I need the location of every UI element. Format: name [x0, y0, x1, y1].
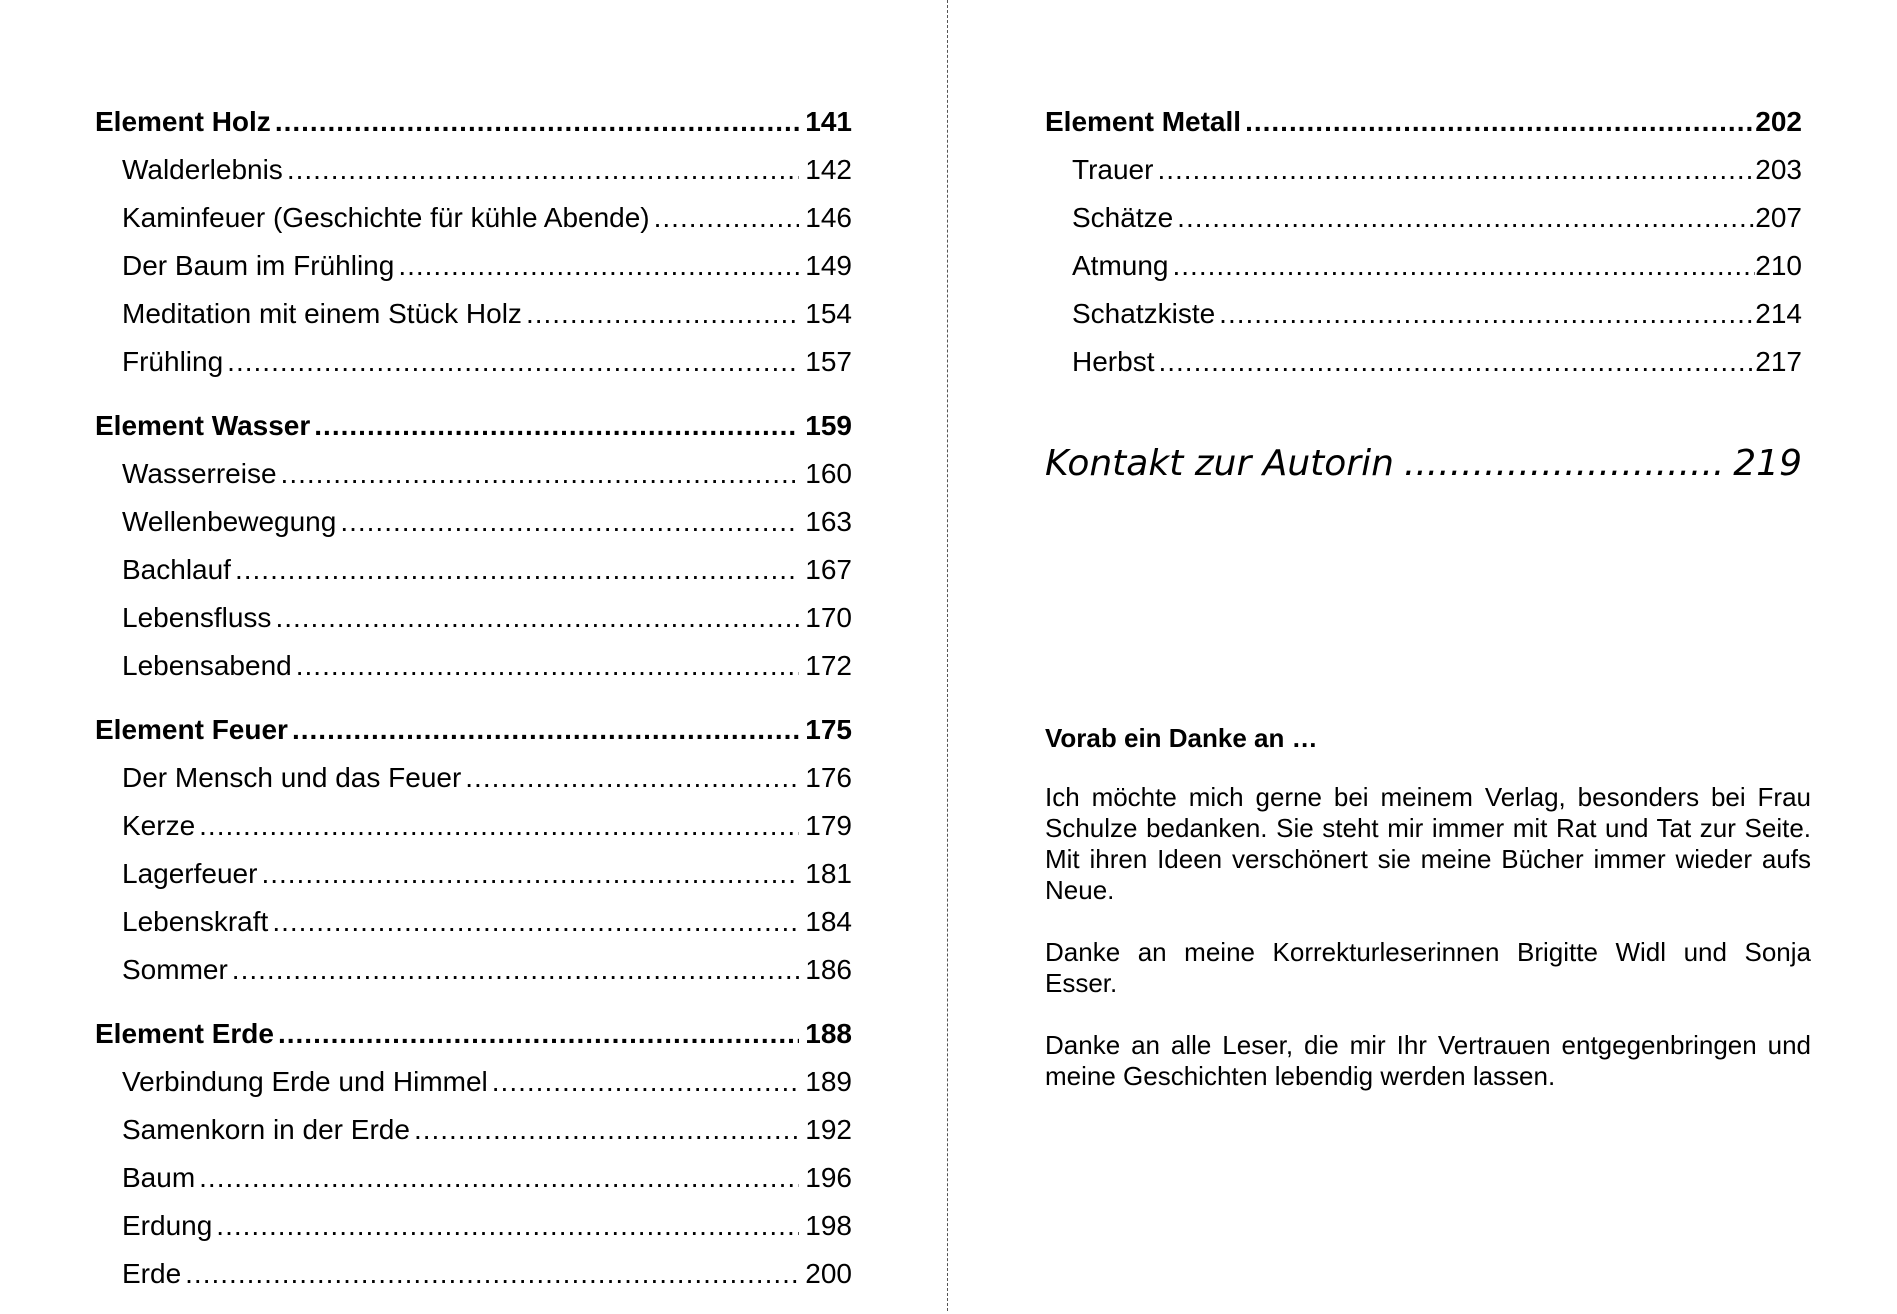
toc-leader-dots [526, 290, 799, 338]
toc-entry-page: 163 [805, 506, 852, 537]
toc-leader-dots [232, 946, 799, 994]
toc-section-holz [95, 98, 852, 386]
toc-entry[interactable] [95, 898, 852, 946]
toc-chapter-title: Element Metall [1045, 106, 1242, 137]
toc-chapter-page: 188 [805, 1018, 852, 1049]
toc-entry-title: Wellenbewegung [122, 506, 337, 537]
toc-chapter-page: 159 [805, 410, 852, 441]
acknowledgements [1045, 722, 1811, 1123]
toc-entry-title: Atmung [1072, 250, 1169, 281]
toc-entry-title: Samenkorn in der Erde [122, 1114, 410, 1145]
toc-entry-page: 154 [805, 298, 852, 329]
toc-entry-title: Walderlebnis [122, 154, 283, 185]
toc-chapter-page: 202 [1755, 106, 1802, 137]
toc-entry[interactable] [1045, 290, 1802, 338]
toc-leader-dots [340, 498, 799, 546]
right-page [950, 0, 1897, 1311]
toc-entry[interactable] [95, 194, 852, 242]
acknowledgements-paragraph: Ich möchte mich gerne bei meinem Verlag, besonders bei Frau Schulze bedanken. Sie steht mir immer mit Rat und Tat zur Seite. Mit ihren Ideen verschönert sie meine Bücher immer wieder aufs Neue. [1045, 782, 1811, 905]
table-of-contents-left [95, 98, 852, 1314]
toc-leader-dots [314, 402, 799, 450]
toc-leader-dots [275, 98, 799, 146]
toc-entry-title: Baum [122, 1162, 196, 1193]
toc-entry-page: 207 [1755, 202, 1802, 233]
toc-section-feuer [95, 706, 852, 994]
toc-leader-dots [1404, 440, 1723, 488]
toc-leader-dots [654, 194, 800, 242]
toc-leader-dots [465, 754, 799, 802]
toc-entry-title: Lebenskraft [122, 906, 269, 937]
page-fold-divider [947, 0, 948, 1311]
toc-entry[interactable] [95, 1202, 852, 1250]
toc-leader-dots [235, 546, 799, 594]
acknowledgements-heading: Vorab ein Danke an … [1045, 723, 1318, 753]
toc-leader-dots [278, 1010, 799, 1058]
toc-entry[interactable] [95, 1106, 852, 1154]
toc-entry[interactable] [1045, 194, 1802, 242]
toc-leader-dots [272, 898, 799, 946]
toc-leader-dots [185, 1250, 799, 1298]
kontakt-title: Kontakt zur Autorin [1045, 443, 1394, 484]
toc-entry[interactable] [95, 546, 852, 594]
toc-chapter[interactable] [95, 706, 852, 754]
toc-leader-dots [275, 594, 799, 642]
toc-leader-dots [216, 1202, 799, 1250]
toc-leader-dots [1158, 338, 1755, 386]
toc-entry[interactable] [95, 754, 852, 802]
toc-leader-dots [1157, 146, 1755, 194]
toc-entry-page: 181 [805, 858, 852, 889]
toc-entry-page: 146 [805, 202, 852, 233]
toc-entry-page: 214 [1755, 298, 1802, 329]
toc-entry-page: 196 [805, 1162, 852, 1193]
left-page [0, 0, 947, 1311]
toc-entry[interactable] [95, 642, 852, 690]
toc-entry-page: 192 [805, 1114, 852, 1145]
toc-kontakt-entry[interactable] [1045, 440, 1802, 488]
toc-entry[interactable] [95, 290, 852, 338]
toc-chapter-title: Element Feuer [95, 714, 288, 745]
toc-leader-dots [296, 642, 800, 690]
acknowledgements-paragraph: Danke an alle Leser, die mir Ihr Vertrauen entgegenbringen und meine Geschichten lebendig werden lassen. [1045, 1030, 1811, 1091]
toc-chapter-title: Element Wasser [95, 410, 311, 441]
toc-leader-dots [1245, 98, 1755, 146]
toc-entry-page: 217 [1755, 346, 1802, 377]
toc-entry-title: Kerze [122, 810, 196, 841]
kontakt-page: 219 [1733, 443, 1802, 484]
toc-leader-dots [1219, 290, 1755, 338]
toc-entry-page: 200 [805, 1258, 852, 1289]
toc-entry-title: Kaminfeuer (Geschichte für kühle Abende) [122, 202, 650, 233]
toc-chapter-title: Element Holz [95, 106, 271, 137]
toc-entry[interactable] [95, 146, 852, 194]
toc-chapter[interactable] [95, 98, 852, 146]
toc-chapter-page: 175 [805, 714, 852, 745]
toc-section-erde [95, 1010, 852, 1298]
toc-entry-title: Bachlauf [122, 554, 231, 585]
toc-entry-page: 157 [805, 346, 852, 377]
toc-entry[interactable] [95, 1154, 852, 1202]
toc-entry-title: Sommer [122, 954, 228, 985]
toc-leader-dots [1177, 194, 1755, 242]
toc-chapter-page: 141 [805, 106, 852, 137]
toc-chapter[interactable] [1045, 98, 1802, 146]
toc-entry-page: 184 [805, 906, 852, 937]
toc-entry[interactable] [95, 338, 852, 386]
toc-entry-page: 210 [1755, 250, 1802, 281]
toc-entry-title: Frühling [122, 346, 224, 377]
toc-entry-title: Meditation mit einem Stück Holz [122, 298, 522, 329]
toc-chapter[interactable] [95, 1010, 852, 1058]
toc-leader-dots [492, 1058, 800, 1106]
toc-leader-dots [227, 338, 799, 386]
toc-entry-page: 203 [1755, 154, 1802, 185]
toc-entry-title: Schatzkiste [1072, 298, 1216, 329]
toc-entry[interactable] [95, 594, 852, 642]
toc-entry-title: Lebensabend [122, 650, 292, 681]
toc-entry-page: 170 [805, 602, 852, 633]
toc-entry[interactable] [95, 1058, 852, 1106]
toc-entry-title: Herbst [1072, 346, 1155, 377]
toc-leader-dots [199, 1154, 799, 1202]
toc-entry-page: 142 [805, 154, 852, 185]
toc-entry-title: Der Mensch und das Feuer [122, 762, 462, 793]
toc-entry[interactable] [1045, 338, 1802, 386]
toc-entry[interactable] [95, 802, 852, 850]
toc-entry-title: Schätze [1072, 202, 1174, 233]
toc-entry-page: 149 [805, 250, 852, 281]
toc-entry[interactable] [95, 946, 852, 994]
toc-entry-page: 198 [805, 1210, 852, 1241]
toc-entry-title: Wasserreise [122, 458, 277, 489]
toc-leader-dots [261, 850, 799, 898]
toc-entry[interactable] [1045, 146, 1802, 194]
toc-entry-page: 172 [805, 650, 852, 681]
toc-entry-title: Lebensfluss [122, 602, 272, 633]
toc-entry[interactable] [95, 850, 852, 898]
toc-leader-dots [199, 802, 799, 850]
toc-leader-dots [287, 146, 799, 194]
toc-entry[interactable] [95, 1250, 852, 1298]
toc-entry-title: Der Baum im Frühling [122, 250, 395, 281]
toc-section-wasser [95, 402, 852, 690]
toc-entry-page: 186 [805, 954, 852, 985]
toc-entry[interactable] [95, 450, 852, 498]
toc-entry-title: Erde [122, 1258, 182, 1289]
toc-leader-dots [1173, 242, 1756, 290]
table-of-contents-right [1045, 98, 1802, 386]
toc-chapter[interactable] [95, 402, 852, 450]
toc-entry-page: 167 [805, 554, 852, 585]
toc-entry-title: Trauer [1072, 154, 1154, 185]
toc-leader-dots [414, 1106, 799, 1154]
toc-leader-dots [281, 450, 800, 498]
toc-entry-page: 176 [805, 762, 852, 793]
toc-entry-page: 160 [805, 458, 852, 489]
toc-entry[interactable] [1045, 242, 1802, 290]
toc-entry-page: 179 [805, 810, 852, 841]
toc-entry-page: 189 [805, 1066, 852, 1097]
toc-entry-title: Lagerfeuer [122, 858, 258, 889]
acknowledgements-paragraph: Danke an meine Korrekturleserinnen Brigitte Widl und Sonja Esser. [1045, 937, 1811, 998]
toc-entry-title: Erdung [122, 1210, 213, 1241]
toc-chapter-title: Element Erde [95, 1018, 274, 1049]
toc-entry[interactable] [95, 498, 852, 546]
toc-leader-dots [398, 242, 799, 290]
toc-leader-dots [292, 706, 799, 754]
toc-entry[interactable] [95, 242, 852, 290]
toc-entry-title: Verbindung Erde und Himmel [122, 1066, 488, 1097]
